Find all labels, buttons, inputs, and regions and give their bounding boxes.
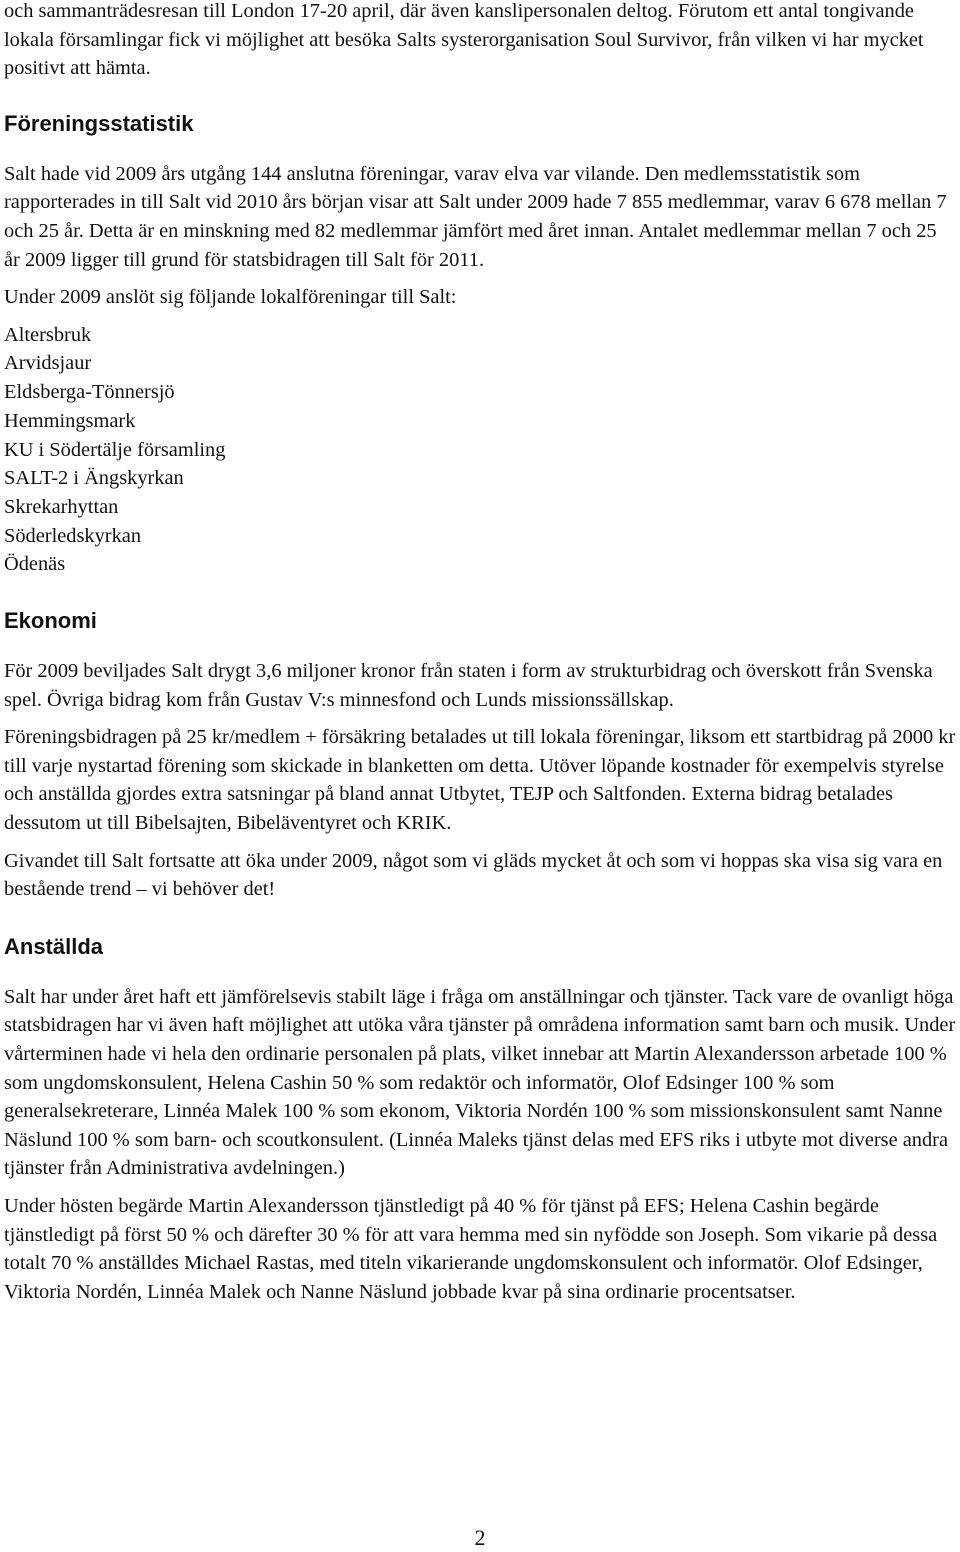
heading-ekonomi: Ekonomi: [4, 608, 97, 634]
list-item: SALT-2 i Ängskyrkan: [4, 467, 184, 490]
document-page: [4, 0, 956, 1306]
heading-foreningsstatistik: Föreningsstatistik: [4, 110, 194, 136]
list-item: Eldsberga-Tönnersjö: [4, 381, 175, 404]
list-item: Söderledskyrkan: [4, 524, 142, 547]
anstallda-paragraph-1: Salt har under året haft ett jämförelsevis stabilt läge i fråga om anställningar och tjänster. Tack vare de ovanligt höga statsbidragen har vi även haft möjlighet att utöka våra tjänster på områdena information samt barn och musik. Under vårterminen hade vi hela den ordinarie personalen på plats, vilket innebar att Martin Alexandersson arbetade 100 % som ungdomskonsulent, Helena Cashin 50 % som redaktör och informatör, Olof Edsinger 100 % som generalsekreterare, Linnéa Malek 100 % som ekonom, Viktoria Nordén 100 % som missionskonsulent samt Nanne Näslund 100 % som barn- och scoutkonsulent. (Linnéa Maleks tjänst delas med EFS riks i utbyte mot diverse andra tjänster från Administrativa avdelningen.): [4, 985, 956, 1180]
ekonomi-paragraph-3: Givandet till Salt fortsatte att öka under 2009, något som vi gläds mycket åt och som vi hoppas ska visa sig vara en bestående trend – vi behöver det!: [4, 849, 943, 901]
list-item: Arvidsjaur: [4, 352, 92, 375]
heading-anstallda: Anställda: [4, 933, 104, 959]
ekonomi-paragraph-2: Föreningsbidragen på 25 kr/medlem + försäkring betalades ut till lokala föreningar, liksom ett startbidrag på 2000 kr till varje nystartad förening som skickade in blanketten om detta. Utöver löpande kostnader för exempelvis styrelse och anställda gjordes extra satsningar på bland annat Utbytet, TEJP och Saltfonden. Externa bidrag betalades dessutom ut till Bibelsajten, Bibeläventyret och KRIK.: [4, 726, 956, 835]
foreningsstatistik-paragraph-2: Under 2009 anslöt sig följande lokalföreningar till Salt:: [4, 286, 457, 309]
list-item: KU i Södertälje församling: [4, 438, 226, 461]
page-number: 2: [474, 1525, 486, 1550]
anstallda-paragraph-2: Under hösten begärde Martin Alexandersson tjänstledigt på 40 % för tjänst på EFS; Helena Cashin begärde tjänstledigt på först 50 % och därefter 30 % för att vara hemma med sin nyfödde son Joseph. Som vikarie på dessa totalt 70 % anställdes Michael Rastas, med titeln vikarierande ungdomskonsulent och informatör. Olof Edsinger, Viktoria Nordén, Linnéa Malek och Nanne Näslund jobbade kvar på sina ordinarie procentsatser.: [4, 1194, 938, 1303]
list-item: Hemmingsmark: [4, 409, 136, 432]
foreningsstatistik-paragraph-1: Salt hade vid 2009 års utgång 144 anslutna föreningar, varav elva var vilande. Den medlemsstatistik som rapporterades in till Salt vid 2010 års början visar att Salt under 2009 hade 7 855 medlemmar, varav 6 678 mellan 7 och 25 år. Detta är en minskning med 82 medlemmar jämfört med året innan. Antalet medlemmar mellan 7 och 25 år 2009 ligger till grund för statsbidragen till Salt för 2011.: [4, 162, 947, 271]
list-item: Altersbruk: [4, 323, 92, 346]
ekonomi-paragraph-1: För 2009 beviljades Salt drygt 3,6 miljoner kronor från staten i form av strukturbidrag och överskott från Svenska spel. Övriga bidrag kom från Gustav V:s minnesfond och Lunds missionssällskap.: [4, 660, 933, 711]
intro-paragraph: och sammanträdesresan till London 17-20 april, där även kanslipersonalen deltog. Förutom ett antal tongivande lokala församlingar fick vi möjlighet att besöka Salts systerorganisation Soul Survivor, från vilken vi har mycket positivt att hämta.: [4, 0, 924, 80]
list-item: Skrekarhyttan: [4, 495, 119, 518]
new-associations-list: [4, 321, 956, 579]
list-item: Ödenäs: [4, 553, 66, 576]
